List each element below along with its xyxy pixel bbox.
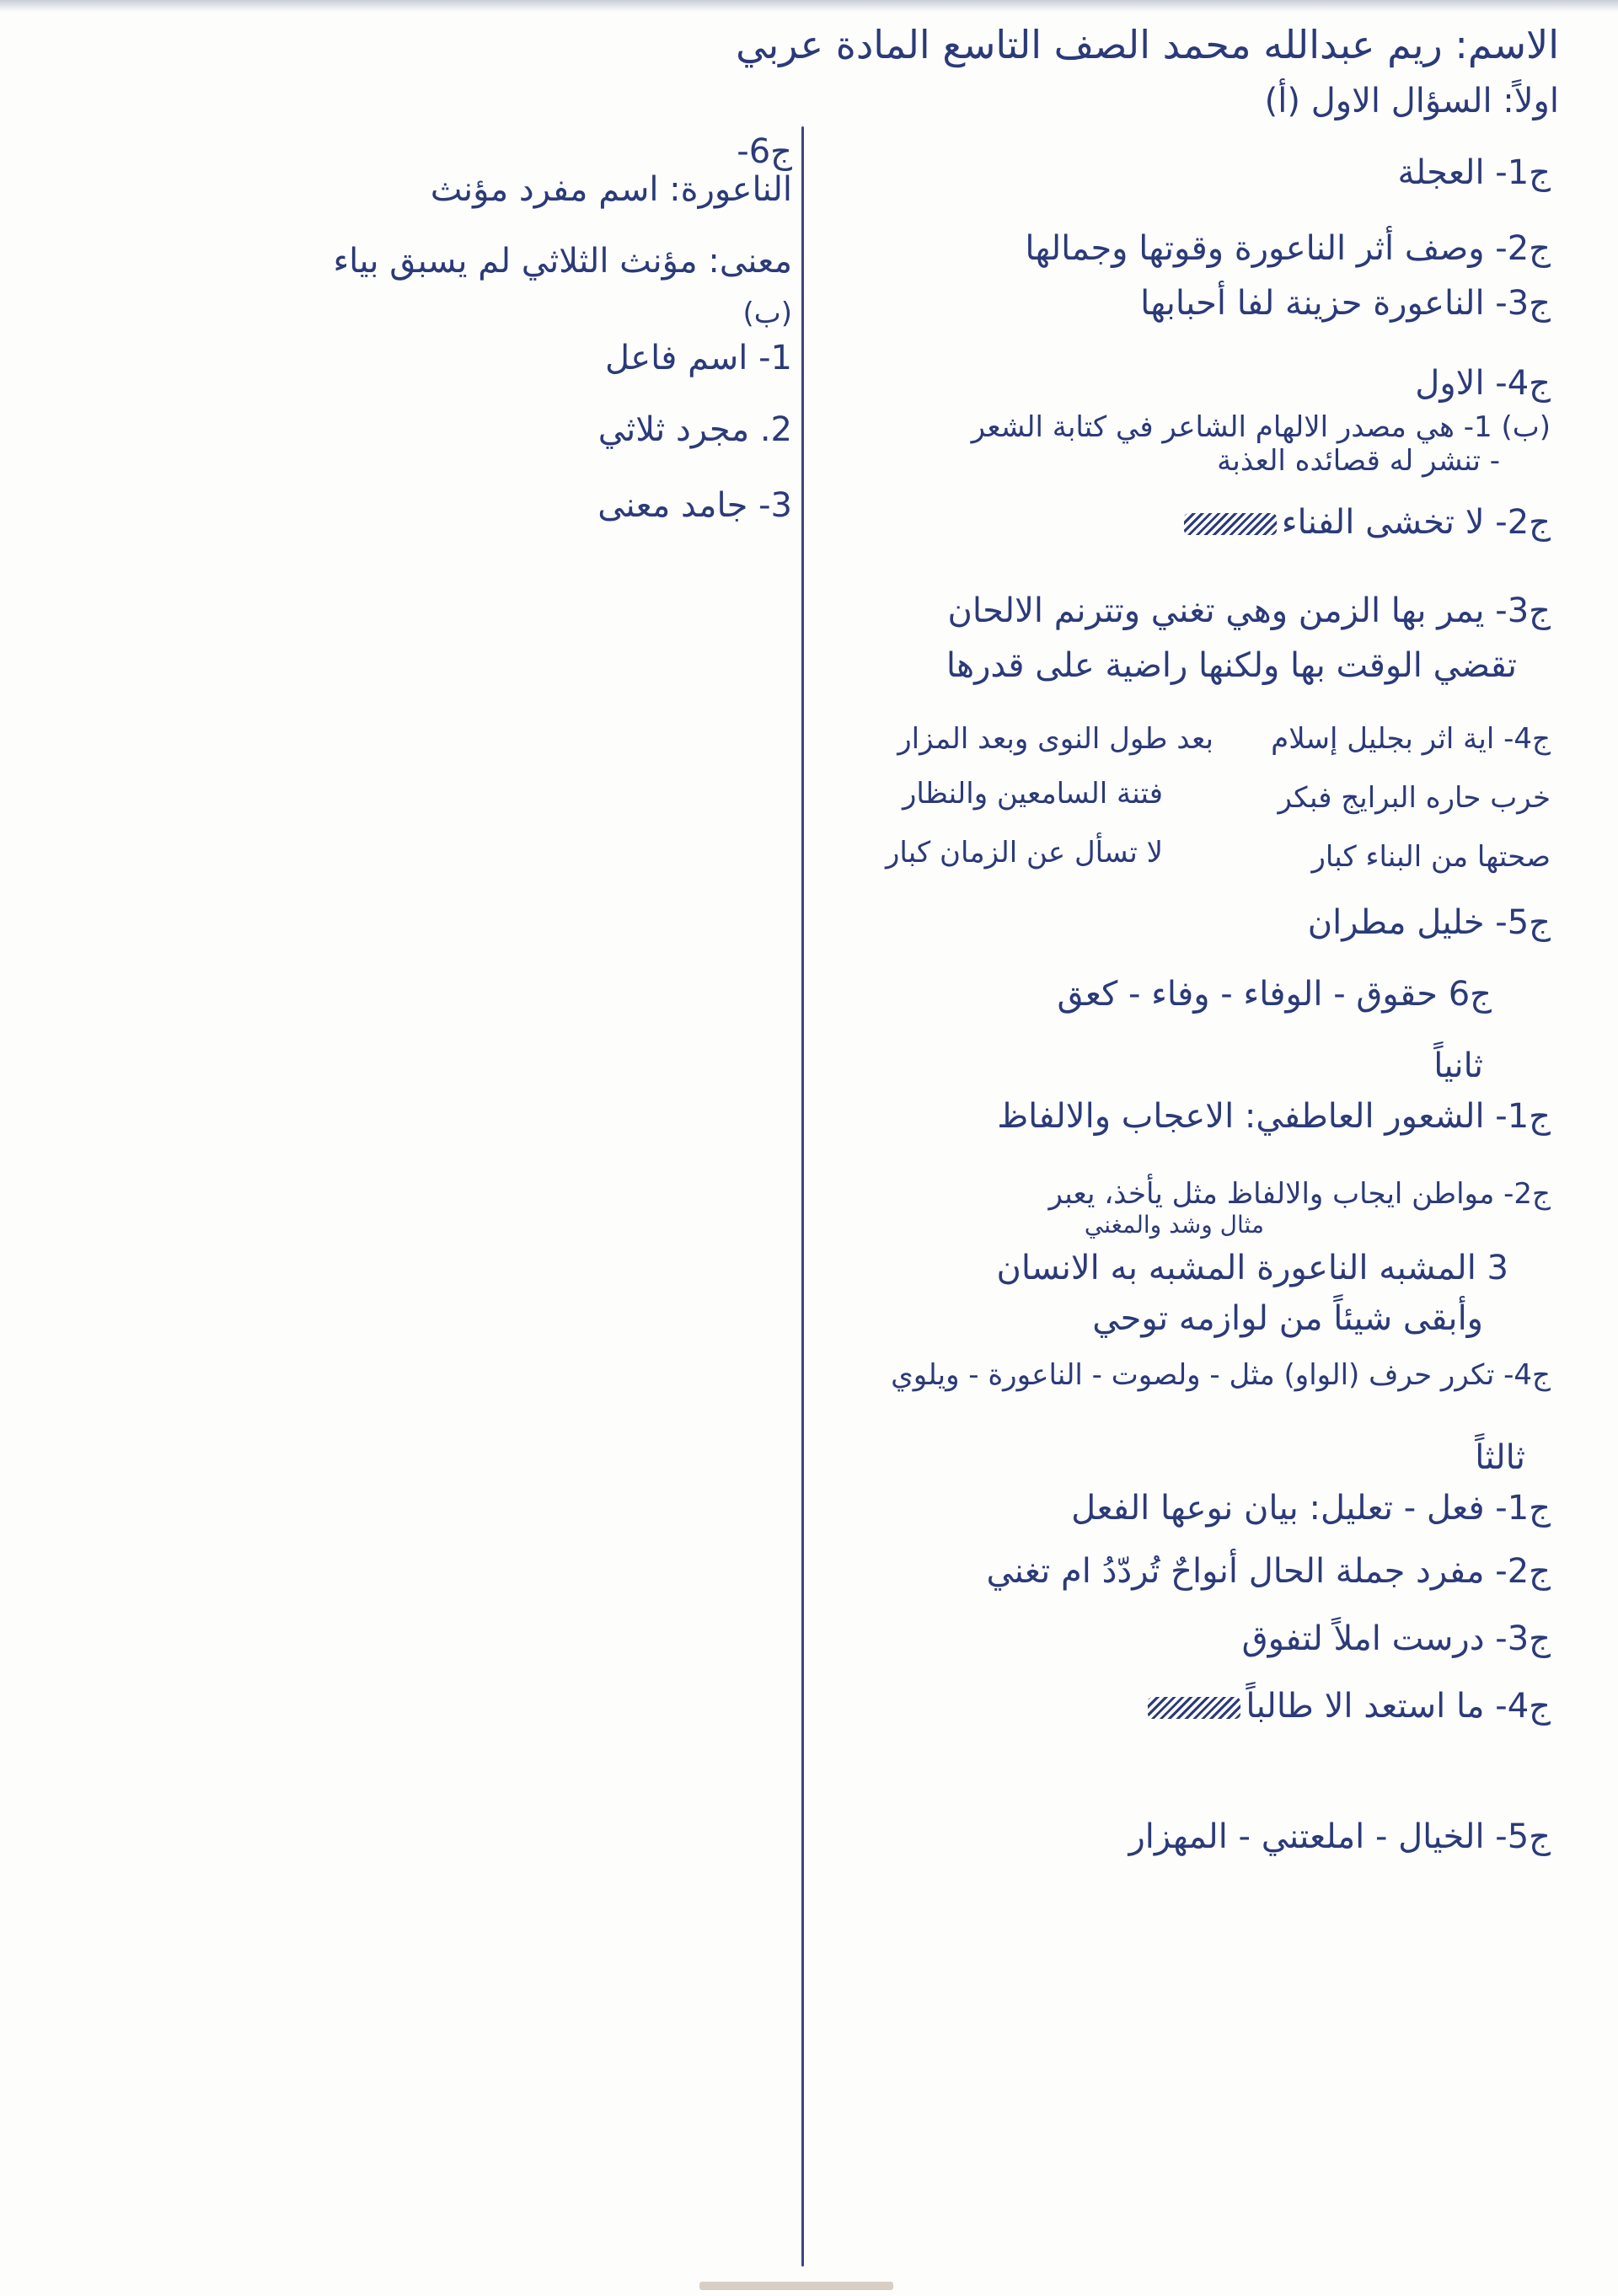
answer-b4-line2b: فتنة السامعين والنظار: [902, 777, 1163, 811]
answer-s3-q2: ج2- مفرد جملة الحال أنواحٌ تُردّدُ ام تغني: [986, 1552, 1551, 1591]
section-heading-second: ثانياً: [1433, 1046, 1483, 1085]
answer-s2-q3-line2: وأبقى شيئاً من لوازمه توحي: [1092, 1299, 1483, 1338]
answer-b6: ج6 حقوق - الوفاء - وفاء - كعق: [1057, 975, 1492, 1014]
answer-s2-q4: ج4- تكرر حرف (الواو) مثل - ولصوت - الناعورة - ويلوي: [891, 1358, 1551, 1392]
left-line2: معنى: مؤنث الثلاثي لم يسبق بياء: [333, 242, 792, 281]
answer-s3-q4: [1143, 1687, 1551, 1726]
answer-b4-line3b: لا تسأل عن الزمان كبار: [886, 836, 1163, 870]
answer-q3: ج3- الناعورة حزينة لفا أحبابها: [1140, 284, 1551, 323]
answer-s2-q1: ج1- الشعور العاطفي: الاعجاب والالفاظ: [997, 1097, 1551, 1136]
left-a3: 3- جامد معنى: [597, 486, 792, 525]
answer-b4-line2a: خرب حاره البرايج فبكر: [1278, 781, 1551, 815]
answer-b4-line1b: بعد طول النوى وبعد المزار: [897, 722, 1214, 756]
answer-s2-q2: ج2- مواطن ايجاب والالفاظ مثل يأخذ، يعبر: [1048, 1177, 1551, 1211]
answer-q4: ج4- الاول: [1415, 364, 1551, 403]
answer-b3-line1: ج3- يمر بها الزمن وهي تغني وتترنم الالحان: [947, 591, 1551, 630]
answer-s3-q1: ج1- فعل - تعليل: بيان نوعها الفعل: [1071, 1489, 1551, 1528]
answer-b3-line2: تقضي الوقت بها ولكنها راضية على قدرها: [946, 646, 1517, 685]
answer-b4-line1a: ج4- اية اثر بجليل إسلام: [1271, 722, 1551, 756]
answer-q1: ج1- العجلة: [1397, 153, 1551, 192]
scan-top-edge: [0, 0, 1618, 12]
answer-q2: ج2- وصف أثر الناعورة وقوتها وجمالها: [1025, 229, 1551, 268]
answer-b2-text: ج2- لا تخشى الفناء: [1281, 503, 1551, 542]
section-heading-first: اولاً: السؤال الاول (أ): [1264, 82, 1559, 120]
left-a1: 1- اسم فاعل: [604, 339, 792, 377]
left-part-b: (ب): [742, 297, 792, 330]
answer-b1-line1: (ب) 1- هي مصدر الالهام الشاعر في كتابة الشعر: [971, 410, 1551, 444]
left-a2: 2. مجرد ثلاثي: [597, 410, 792, 449]
section-heading-third: ثالثاً: [1475, 1438, 1525, 1477]
column-divider: [801, 126, 804, 2267]
answer-b5: ج5- خليل مطران: [1307, 903, 1551, 942]
crossed-out-scribble: [1184, 513, 1277, 535]
answer-s3-q4-text: ج4- ما استعد الا طالباً: [1246, 1687, 1551, 1726]
answer-b1-line2: - تنشر له قصائده العذبة: [1217, 444, 1500, 478]
answer-s2-q3-line1: 3 المشبه الناعورة المشبه به الانسان: [996, 1249, 1508, 1287]
answer-s3-q3: ج3- درست املاً لتفوق: [1241, 1619, 1551, 1658]
crossed-out-scribble: [1148, 1697, 1240, 1719]
left-line1: الناعورة: اسم مفرد مؤنث: [430, 170, 792, 209]
scan-bottom-mark: [699, 2282, 893, 2290]
answer-b4-line3a: صحتها من البناء كبار: [1311, 840, 1551, 874]
answer-s3-q5: ج5- الخيال - املعتني - المهزار: [1128, 1817, 1551, 1856]
left-label: ج6-: [737, 132, 792, 171]
answer-s2-q2-note: مثال وشد والمغني: [1084, 1211, 1264, 1239]
answer-b2: [1179, 503, 1551, 542]
student-header: الاسم: ريم عبدالله محمد الصف التاسع المادة عربي: [736, 22, 1559, 67]
